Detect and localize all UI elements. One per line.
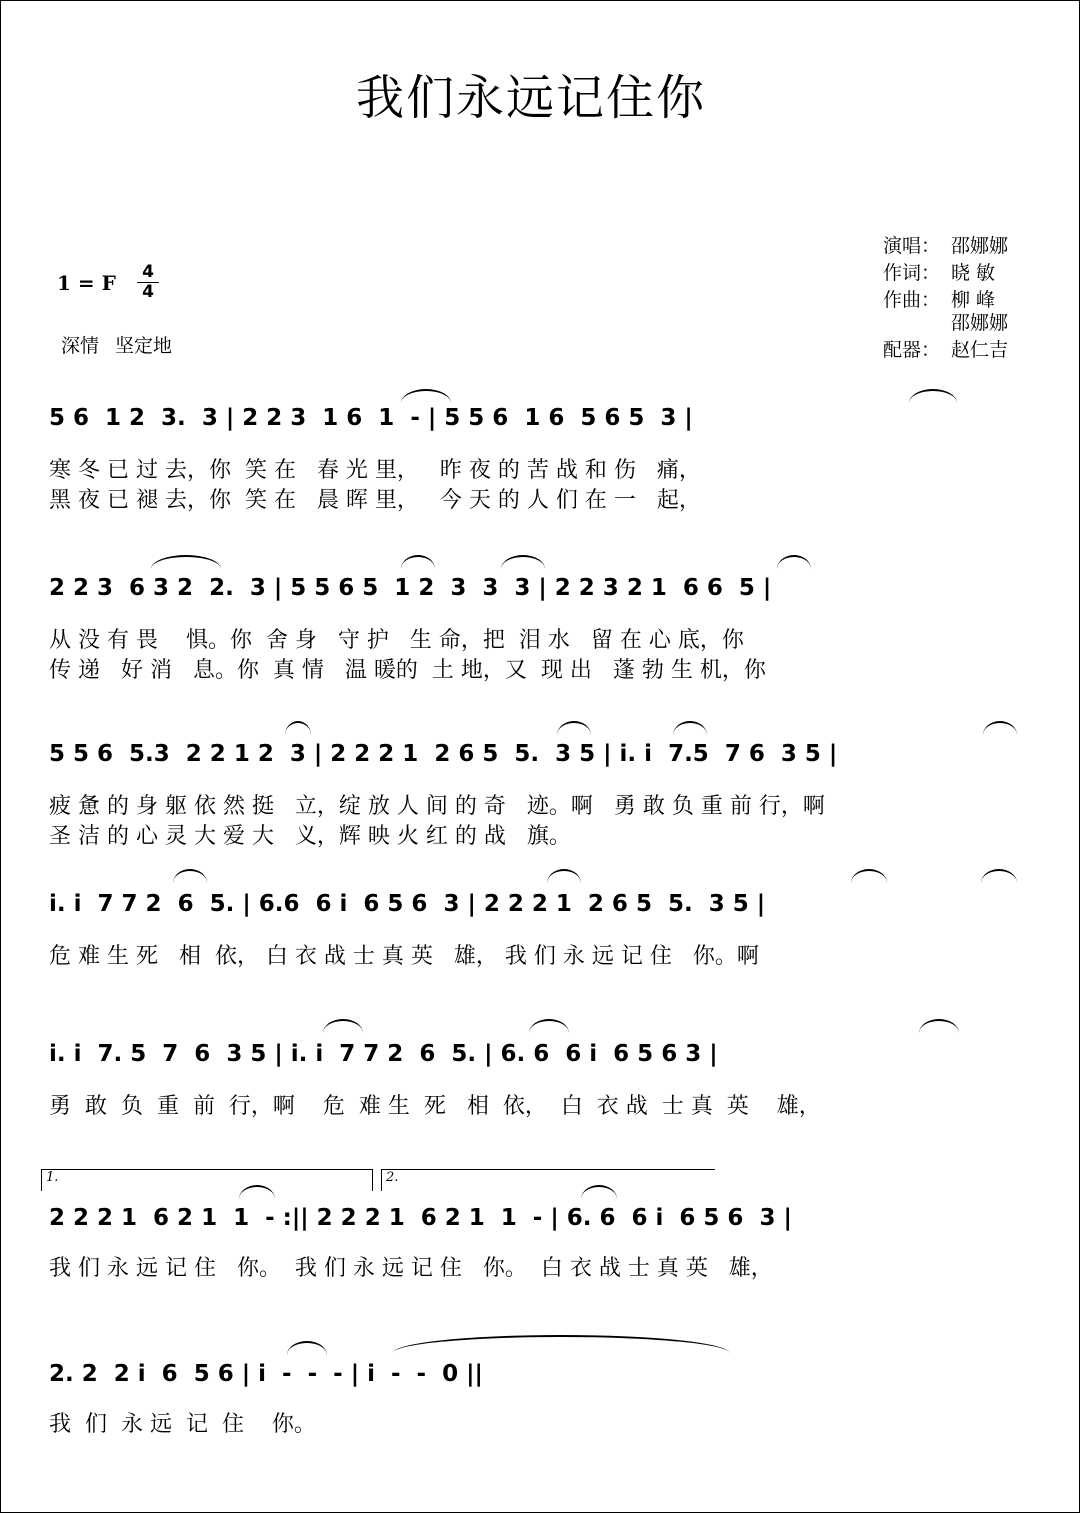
lyricist-name: 晓 敏 bbox=[951, 262, 996, 284]
notation-line: 2 2 2 1 6 2 1 1 - :|| 2 2 2 1 6 2 1 1 - | 6. 6 6 i 6 5 6 3 | bbox=[49, 1205, 792, 1231]
lyric-line-1: 危 难 生 死 相 依， 白 衣 战 士 真 英 雄， 我 们 永 远 记 住 你。啊 bbox=[49, 944, 759, 969]
slur bbox=[851, 869, 887, 883]
lyric-line-1: 寒 冬 已 过 去，你 笑 在 春 光 里， 昨 夜 的 苦 战 和 伤 痛， bbox=[49, 458, 701, 483]
slur bbox=[529, 1019, 569, 1033]
arranger-name: 赵仁吉 bbox=[951, 339, 1009, 361]
slur bbox=[673, 721, 707, 735]
lyric-line-1: 我 们 永 远 记 住 你。 bbox=[49, 1412, 316, 1437]
singer-name: 邵娜娜 bbox=[951, 235, 1009, 257]
lyric-line-1: 勇 敢 负 重 前 行，啊 危 难 生 死 相 依， 白 衣 战 士 真 英 雄， bbox=[49, 1094, 821, 1119]
slur bbox=[909, 389, 957, 403]
slur bbox=[401, 389, 451, 403]
lyric-line-2: 传 递 好 消 息。你 真 情 温 暖的 土 地，又 现 出 蓬 勃 生 机，你 bbox=[49, 658, 766, 683]
time-signature-bottom: 4 bbox=[142, 282, 154, 302]
notation-line: i. i 7. 5 7 6 3 5 | i. i 7 7 2 6 5. | 6. 6 6 i 6 5 6 3 | bbox=[49, 1041, 718, 1067]
notation-line: 5 5 6 5.3 2 2 1 2 3 | 2 2 2 1 2 6 5 5. 3 5 | i. i 7.5 7 6 3 5 | bbox=[49, 741, 838, 767]
slur bbox=[287, 1341, 327, 1355]
lyric-line-1: 从 没 有 畏 惧。你 舍 身 守 护 生 命，把 泪 水 留 在 心 底，你 bbox=[49, 628, 744, 653]
slur bbox=[285, 721, 311, 735]
lyric-line-1: 疲 惫 的 身 躯 依 然 挺 立，绽 放 人 间 的 奇 迹。啊 勇 敢 负 重 前 行，啊 bbox=[49, 794, 825, 819]
notation-line: i. i 7 7 2 6 5. | 6.6 6 i 6 5 6 3 | 2 2 2 1 2 6 5 5. 3 5 | bbox=[49, 891, 766, 917]
time-signature-top: 4 bbox=[137, 263, 159, 283]
second-ending-bracket: 2. bbox=[381, 1169, 715, 1191]
composer-name-2: 邵娜娜 bbox=[951, 312, 1009, 334]
slur bbox=[151, 555, 221, 569]
slur bbox=[323, 1019, 363, 1033]
composer-name: 柳 峰 bbox=[951, 289, 996, 311]
song-title: 我们永远记住你 bbox=[355, 70, 706, 126]
lyric-line-2: 黑 夜 已 褪 去，你 笑 在 晨 晖 里， 今 天 的 人 们 在 一 起， bbox=[49, 488, 701, 513]
lyric-line-1: 我 们 永 远 记 住 你。 我 们 永 远 记 住 你。 白 衣 战 士 真 英 雄， bbox=[49, 1256, 773, 1281]
notation-line: 2. 2 2 i 6 5 6 | i - - - | i - - 0 || bbox=[49, 1361, 483, 1387]
notation-line: 2 2 3 6 3 2 2. 3 | 5 5 6 5 1 2 3 3 3 | 2 2 3 2 1 6 6 5 | bbox=[49, 575, 772, 601]
time-signature bbox=[137, 263, 159, 302]
singer-label: 演唱： bbox=[883, 235, 941, 257]
slur bbox=[919, 1019, 959, 1033]
slur bbox=[983, 721, 1017, 735]
slur bbox=[501, 555, 545, 569]
slur bbox=[173, 869, 207, 883]
first-ending-bracket: 1. bbox=[41, 1169, 373, 1191]
composer-label: 作曲： bbox=[883, 289, 941, 311]
slur bbox=[981, 869, 1017, 883]
notation-line: 5 6 1 2 3. 3 | 2 2 3 1 6 1 - | 5 5 6 1 6 5 6 5 3 | bbox=[49, 405, 693, 431]
slur bbox=[401, 555, 435, 569]
arranger-label: 配器： bbox=[883, 339, 941, 361]
lyric-line-2: 圣 洁 的 心 灵 大 爱 大 义，辉 映 火 红 的 战 旗。 bbox=[49, 824, 571, 849]
tie-long bbox=[393, 1335, 729, 1353]
tempo-marking: 深情 坚定地 bbox=[61, 335, 173, 357]
slur bbox=[777, 555, 811, 569]
lyricist-label: 作词： bbox=[883, 262, 941, 284]
key-signature: 1 = F bbox=[57, 271, 116, 295]
slur bbox=[557, 721, 591, 735]
slur bbox=[547, 869, 581, 883]
credits-block bbox=[883, 233, 1008, 364]
